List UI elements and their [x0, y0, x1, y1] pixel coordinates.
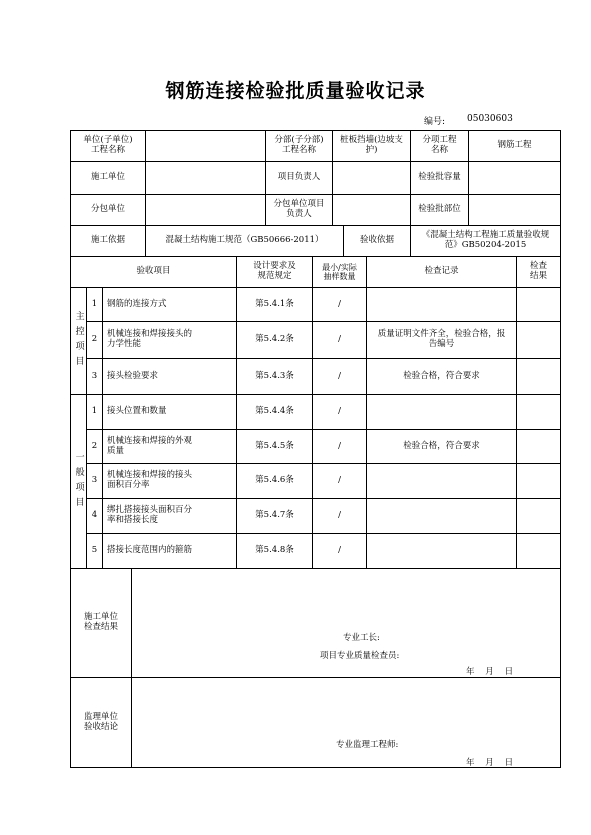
table-row-sample[interactable]: / — [338, 370, 341, 381]
project-manager-value[interactable] — [333, 162, 410, 194]
table-row-sample[interactable]: / — [338, 545, 341, 556]
main-control-group-label: 主控项目 — [73, 311, 84, 371]
table-row-no: 3 — [91, 370, 98, 381]
table-row-no: 3 — [91, 475, 98, 486]
subitem-name-value[interactable]: 钢筋工程 — [497, 140, 532, 151]
table-row-no: 2 — [91, 334, 98, 345]
serial-label: 编号: — [424, 117, 446, 127]
table-row-record[interactable]: 检验合格，符合要求 — [403, 370, 480, 381]
table-row-rule: 第5.4.2条 — [255, 334, 294, 345]
construction-unit-label: 施工单位 — [90, 172, 125, 183]
supervision-date[interactable]: 年 月 日 — [466, 758, 514, 768]
acceptance-basis-label: 验收依据 — [359, 235, 394, 246]
quality-inspector-signature[interactable]: 项目专业质量检查员: — [320, 651, 400, 661]
batch-location-label: 检验批部位 — [418, 204, 461, 215]
table-row-rule: 第5.4.7条 — [255, 510, 294, 521]
division-name-label: 分部(子分部) 工程名称 — [274, 135, 324, 155]
col-header-record: 检查记录 — [424, 266, 459, 277]
table-row-no: 1 — [91, 406, 98, 417]
table-row-sample[interactable]: / — [338, 298, 341, 309]
table-row-rule: 第5.4.3条 — [255, 370, 294, 381]
table-row-item: 机械连接和焊接的接头 面积百分率 — [107, 470, 193, 490]
table-row-result[interactable] — [517, 534, 560, 568]
table-row-sample[interactable]: / — [338, 334, 341, 345]
table-row-no: 5 — [91, 545, 98, 556]
table-row-rule: 第5.4.4条 — [255, 406, 294, 417]
construction-date[interactable]: 年 月 日 — [466, 667, 514, 677]
table-row-rule: 第5.4.8条 — [255, 545, 294, 556]
foreman-signature[interactable]: 专业工长: — [343, 633, 380, 643]
table-row-sample[interactable]: / — [338, 440, 341, 451]
general-group-label: 一般项目 — [73, 451, 84, 512]
subcontract-manager-value[interactable] — [333, 195, 410, 225]
subcontract-manager-label: 分包单位项目 负责人 — [273, 199, 325, 219]
subitem-name-label: 分项工程 名称 — [422, 135, 457, 155]
serial-value: 05030603 — [467, 114, 513, 124]
table-row-rule: 第5.4.5条 — [255, 440, 294, 451]
table-row-record[interactable]: 质量证明文件齐全，检验合格，报 告编号 — [377, 329, 506, 349]
col-header-item: 验收项目 — [136, 266, 171, 277]
construction-result-label: 施工单位 检查结果 — [83, 612, 118, 632]
table-row-record[interactable] — [367, 288, 516, 321]
table-row-result[interactable] — [517, 322, 560, 358]
table-row-result[interactable] — [517, 464, 560, 498]
table-row-record[interactable]: 检验合格，符合要求 — [403, 440, 480, 451]
basis-value: 混凝土结构施工规范（GB50666-2011） — [165, 235, 324, 246]
table-row-result[interactable] — [517, 288, 560, 321]
table-row-result[interactable] — [517, 359, 560, 394]
supervision-result-label: 监理单位 验收结论 — [83, 711, 118, 732]
acceptance-basis-value: 《混凝土结构工程施工质量验收规 范》GB50204-2015 — [421, 230, 550, 250]
subcontract-unit-value[interactable] — [146, 195, 265, 225]
unit-name-label: 单位(子单位) 工程名称 — [83, 135, 133, 155]
table-row-result[interactable] — [517, 395, 560, 429]
basis-label: 施工依据 — [90, 235, 125, 246]
table-row-item: 机械连接和焊接接头的 力学性能 — [107, 329, 193, 349]
table-row-no: 1 — [91, 298, 98, 309]
table-row-item: 钢筋的连接方式 — [107, 298, 167, 309]
table-row-item: 机械连接和焊接的外观 质量 — [107, 435, 193, 456]
unit-name-value[interactable] — [146, 131, 265, 161]
batch-capacity-value[interactable] — [469, 162, 560, 194]
table-row-no: 4 — [91, 510, 98, 521]
table-row-rule: 第5.4.1条 — [255, 298, 294, 309]
table-row-result[interactable] — [517, 499, 560, 533]
col-header-result: 检查 结果 — [529, 261, 547, 281]
page-title: 钢筋连接检验批质量验收记录 — [165, 80, 426, 102]
project-manager-label: 项目负责人 — [277, 172, 321, 183]
col-header-design: 设计要求及 规范规定 — [253, 261, 296, 281]
construction-unit-value[interactable] — [146, 162, 265, 194]
table-row-sample[interactable]: / — [338, 510, 341, 521]
table-row-result[interactable] — [517, 430, 560, 463]
table-row-sample[interactable]: / — [338, 406, 341, 417]
table-row-sample[interactable]: / — [338, 475, 341, 486]
table-row-item: 接头检验要求 — [107, 370, 159, 381]
supervision-engineer-signature[interactable]: 专业监理工程师: — [336, 740, 399, 750]
table-row-no: 2 — [91, 440, 98, 451]
batch-capacity-label: 检验批容量 — [418, 172, 461, 183]
col-header-sample: 最小/实际 抽样数量 — [322, 262, 357, 281]
table-row-item: 搭接长度范围内的箍筋 — [107, 545, 193, 556]
table-row-item: 接头位置和数量 — [107, 406, 167, 417]
division-name-value[interactable]: 桩板挡墙(边坡支 护) — [340, 135, 403, 155]
table-row-item: 绑扎搭接接头面积百分 率和搭接长度 — [107, 505, 193, 525]
subcontract-unit-label: 分包单位 — [90, 204, 125, 215]
table-row-rule: 第5.4.6条 — [255, 475, 294, 486]
batch-location-value[interactable] — [469, 195, 560, 225]
